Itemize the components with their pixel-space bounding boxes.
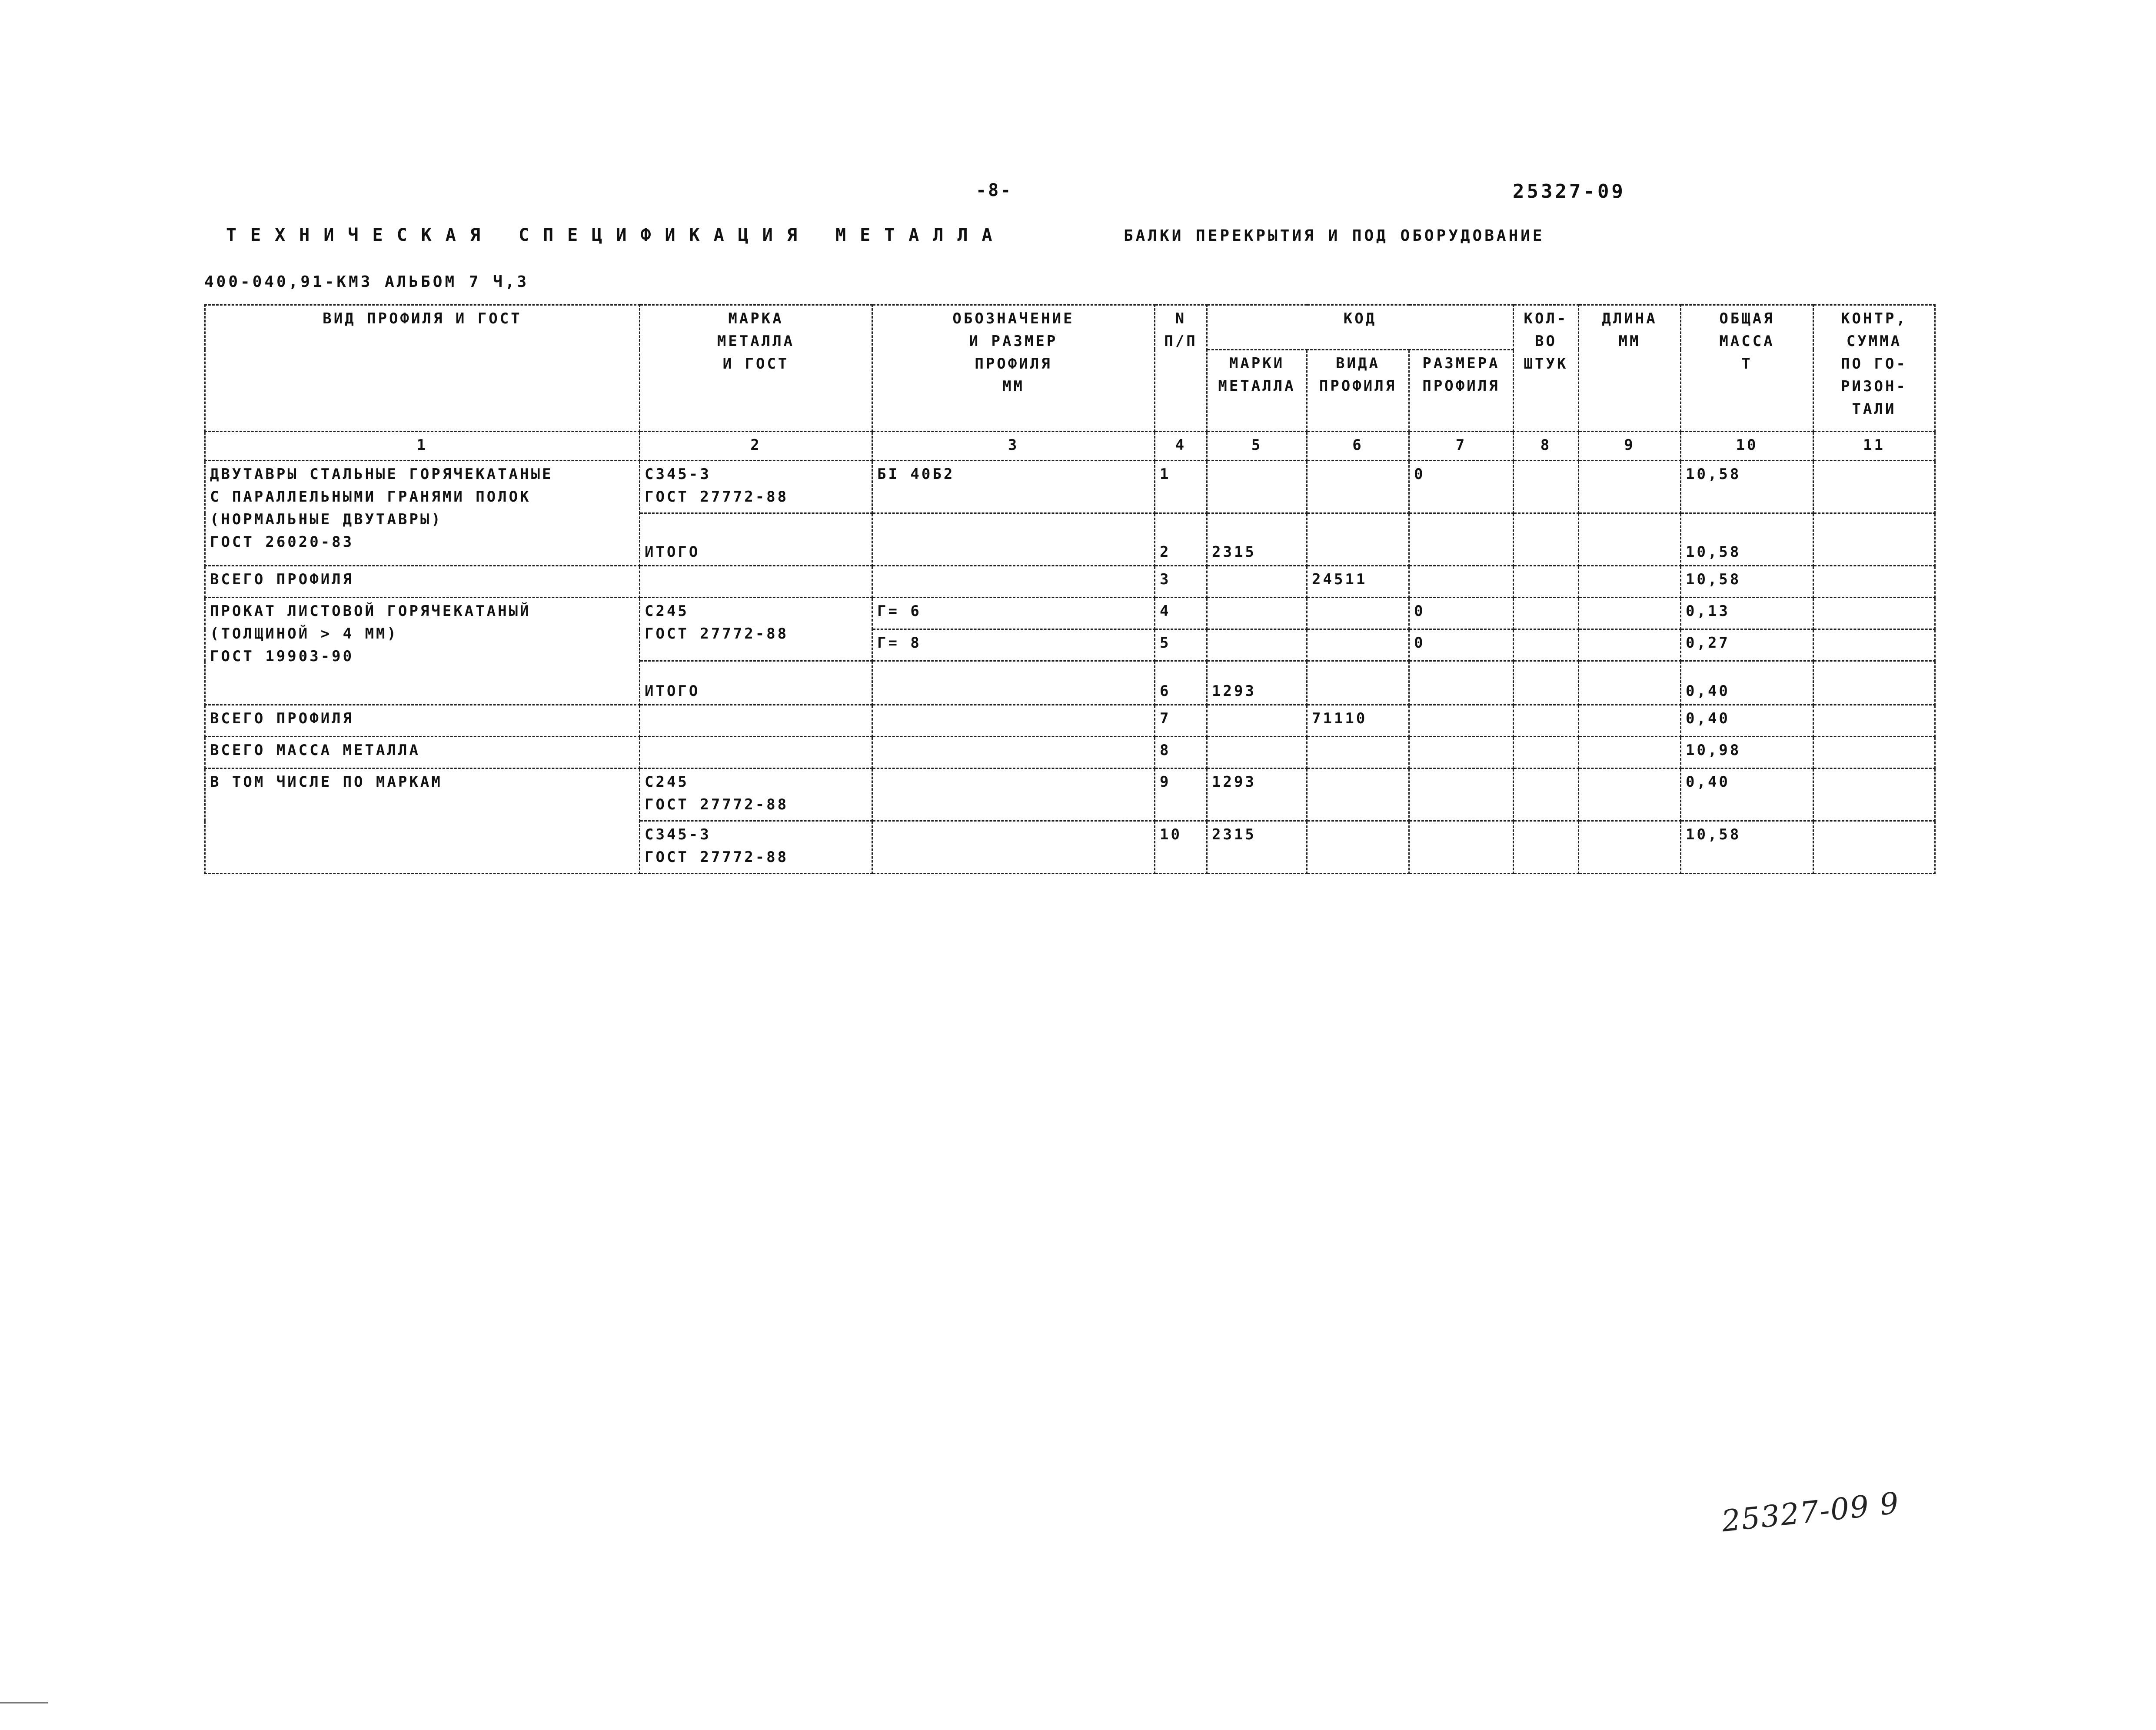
steel-cell: [640, 566, 872, 598]
column-number: 5: [1207, 432, 1307, 461]
mass-cell: 0,27: [1681, 629, 1813, 661]
code-size-cell: [1409, 737, 1514, 769]
column-number: 6: [1307, 432, 1409, 461]
item-number-cell: 5: [1155, 629, 1207, 661]
item-number-cell: 8: [1155, 737, 1207, 769]
quantity-cell: [1514, 769, 1579, 821]
length-cell: [1579, 461, 1681, 513]
designation-cell: [872, 705, 1155, 737]
code-steel-cell: 1293: [1207, 661, 1307, 705]
checksum-cell: [1813, 705, 1935, 737]
item-number-cell: 7: [1155, 705, 1207, 737]
column-number: 9: [1579, 432, 1681, 461]
code-type-cell: [1307, 629, 1409, 661]
code-type-cell: [1307, 461, 1409, 513]
code-steel-cell: 1293: [1207, 769, 1307, 821]
column-number: 11: [1813, 432, 1935, 461]
table-row: [205, 461, 1935, 513]
code-size-cell: 0: [1409, 629, 1514, 661]
total-label-cell: ИТОГО: [640, 661, 872, 705]
designation-cell: [872, 821, 1155, 874]
column-number-row: [205, 432, 1935, 461]
table-header-row: [205, 305, 1935, 350]
code-size-cell: 0: [1409, 598, 1514, 629]
margin-mark: [0, 1702, 48, 1703]
mass-cell: 0,40: [1681, 705, 1813, 737]
column-number: 1: [205, 432, 640, 461]
steel-cell: С345-3 ГОСТ 27772-88: [640, 821, 872, 874]
header-code-type: ВИДА ПРОФИЛЯ: [1307, 349, 1409, 431]
column-number: 2: [640, 432, 872, 461]
column-number: 10: [1681, 432, 1813, 461]
checksum-cell: [1813, 461, 1935, 513]
steel-cell: С245 ГОСТ 27772-88: [640, 598, 872, 661]
header-code: КОД: [1207, 305, 1514, 350]
document-subtitle: БАЛКИ ПЕРЕКРЫТИЯ И ПОД ОБОРУДОВАНИЕ: [1124, 227, 1545, 245]
mass-cell: 0,40: [1681, 661, 1813, 705]
mass-cell: 0,40: [1681, 769, 1813, 821]
column-number: 7: [1409, 432, 1514, 461]
length-cell: [1579, 737, 1681, 769]
album-reference: 400-040,91-КМЗ АЛЬБОМ 7 Ч,3: [204, 273, 529, 291]
designation-cell: БI 40Б2: [872, 461, 1155, 513]
steel-cell: С245 ГОСТ 27772-88: [640, 769, 872, 821]
code-type-cell: [1307, 513, 1409, 566]
checksum-cell: [1813, 737, 1935, 769]
designation-cell: [872, 769, 1155, 821]
code-type-cell: 24511: [1307, 566, 1409, 598]
code-type-cell: [1307, 769, 1409, 821]
total-label-cell: ИТОГО: [640, 513, 872, 566]
code-type-cell: [1307, 821, 1409, 874]
designation-cell: [872, 737, 1155, 769]
column-number: 3: [872, 432, 1155, 461]
item-number-cell: 2: [1155, 513, 1207, 566]
code-type-cell: [1307, 661, 1409, 705]
table-row: [205, 598, 1935, 629]
item-number-cell: 3: [1155, 566, 1207, 598]
item-number-cell: 6: [1155, 661, 1207, 705]
mass-cell: 0,13: [1681, 598, 1813, 629]
designation-cell: [872, 513, 1155, 566]
code-size-cell: [1409, 566, 1514, 598]
mass-cell: 10,58: [1681, 461, 1813, 513]
checksum-cell: [1813, 566, 1935, 598]
mass-cell: 10,58: [1681, 821, 1813, 874]
code-size-cell: [1409, 705, 1514, 737]
code-steel-cell: [1207, 461, 1307, 513]
header-code-size: РАЗМЕРА ПРОФИЛЯ: [1409, 349, 1514, 431]
table-row: [205, 769, 1935, 821]
length-cell: [1579, 705, 1681, 737]
handwritten-note: 25327-09 9: [1720, 1486, 1901, 1539]
checksum-cell: [1813, 661, 1935, 705]
code-steel-cell: [1207, 705, 1307, 737]
header-length: ДЛИНА ММ: [1579, 305, 1681, 432]
designation-cell: [872, 566, 1155, 598]
header-code-steel: МАРКИ МЕТАЛЛА: [1207, 349, 1307, 431]
quantity-cell: [1514, 821, 1579, 874]
code-size-cell: [1409, 661, 1514, 705]
code-steel-cell: [1207, 737, 1307, 769]
quantity-cell: [1514, 737, 1579, 769]
profile-cell: ДВУТАВРЫ СТАЛЬНЫЕ ГОРЯЧЕКАТАНЫЕ С ПАРАЛЛЕЛЬНЫМИ ГРАНЯМИ ПОЛОК (НОРМАЛЬНЫЕ ДВУТАВРЫ) ГОСТ 26020-83: [205, 461, 640, 566]
item-number-cell: 9: [1155, 769, 1207, 821]
designation-cell: Г= 6: [872, 598, 1155, 629]
column-number: 4: [1155, 432, 1207, 461]
profile-total-label-cell: ВСЕГО ПРОФИЛЯ: [205, 566, 640, 598]
length-cell: [1579, 513, 1681, 566]
code-steel-cell: [1207, 598, 1307, 629]
length-cell: [1579, 769, 1681, 821]
checksum-cell: [1813, 629, 1935, 661]
profile-total-label-cell: ВСЕГО ПРОФИЛЯ: [205, 705, 640, 737]
quantity-cell: [1514, 566, 1579, 598]
length-cell: [1579, 661, 1681, 705]
header-steel-grade: МАРКА МЕТАЛЛА И ГОСТ: [640, 305, 872, 432]
page-number: -8-: [976, 180, 1013, 200]
document-code: 25327-09: [1513, 180, 1626, 203]
quantity-cell: [1514, 629, 1579, 661]
item-number-cell: 1: [1155, 461, 1207, 513]
length-cell: [1579, 598, 1681, 629]
item-number-cell: 4: [1155, 598, 1207, 629]
checksum-cell: [1813, 598, 1935, 629]
metal-specification-table: [204, 304, 1936, 874]
by-grade-label-cell: В ТОМ ЧИСЛЕ ПО МАРКАМ: [205, 769, 640, 874]
designation-cell: [872, 661, 1155, 705]
length-cell: [1579, 566, 1681, 598]
quantity-cell: [1514, 513, 1579, 566]
mass-cell: 10,58: [1681, 566, 1813, 598]
checksum-cell: [1813, 769, 1935, 821]
column-number: 8: [1514, 432, 1579, 461]
checksum-cell: [1813, 513, 1935, 566]
code-steel-cell: 2315: [1207, 821, 1307, 874]
length-cell: [1579, 629, 1681, 661]
header-item-number: N П/П: [1155, 305, 1207, 432]
item-number-cell: 10: [1155, 821, 1207, 874]
table-row: [205, 705, 1935, 737]
code-type-cell: [1307, 598, 1409, 629]
table-row: [205, 737, 1935, 769]
grand-total-label-cell: ВСЕГО МАССА МЕТАЛЛА: [205, 737, 640, 769]
quantity-cell: [1514, 461, 1579, 513]
code-type-cell: 71110: [1307, 705, 1409, 737]
designation-cell: Г= 8: [872, 629, 1155, 661]
header-quantity: КОЛ- ВО ШТУК: [1514, 305, 1579, 432]
table-row: [205, 566, 1935, 598]
code-type-cell: [1307, 737, 1409, 769]
header-profile-designation: ОБОЗНАЧЕНИЕ И РАЗМЕР ПРОФИЛЯ ММ: [872, 305, 1155, 432]
code-size-cell: [1409, 769, 1514, 821]
code-steel-cell: 2315: [1207, 513, 1307, 566]
checksum-cell: [1813, 821, 1935, 874]
mass-cell: 10,98: [1681, 737, 1813, 769]
length-cell: [1579, 821, 1681, 874]
code-size-cell: [1409, 513, 1514, 566]
steel-cell: [640, 705, 872, 737]
quantity-cell: [1514, 661, 1579, 705]
steel-cell: С345-3 ГОСТ 27772-88: [640, 461, 872, 513]
mass-cell: 10,58: [1681, 513, 1813, 566]
header-profile-type: ВИД ПРОФИЛЯ И ГОСТ: [205, 305, 640, 432]
profile-cell: ПРОКАТ ЛИСТОВОЙ ГОРЯЧЕКАТАНЫЙ (ТОЛЩИНОЙ > 4 ММ) ГОСТ 19903-90: [205, 598, 640, 705]
code-size-cell: [1409, 821, 1514, 874]
quantity-cell: [1514, 705, 1579, 737]
steel-cell: [640, 737, 872, 769]
header-total-mass: ОБЩАЯ МАССА Т: [1681, 305, 1813, 432]
code-steel-cell: [1207, 629, 1307, 661]
header-checksum: КОНТР, СУММА ПО ГО- РИЗОН- ТАЛИ: [1813, 305, 1935, 432]
code-size-cell: 0: [1409, 461, 1514, 513]
document-title: ТЕХНИЧЕСКАЯ СПЕЦИФИКАЦИЯ МЕТАЛЛА: [226, 225, 1006, 245]
quantity-cell: [1514, 598, 1579, 629]
code-steel-cell: [1207, 566, 1307, 598]
